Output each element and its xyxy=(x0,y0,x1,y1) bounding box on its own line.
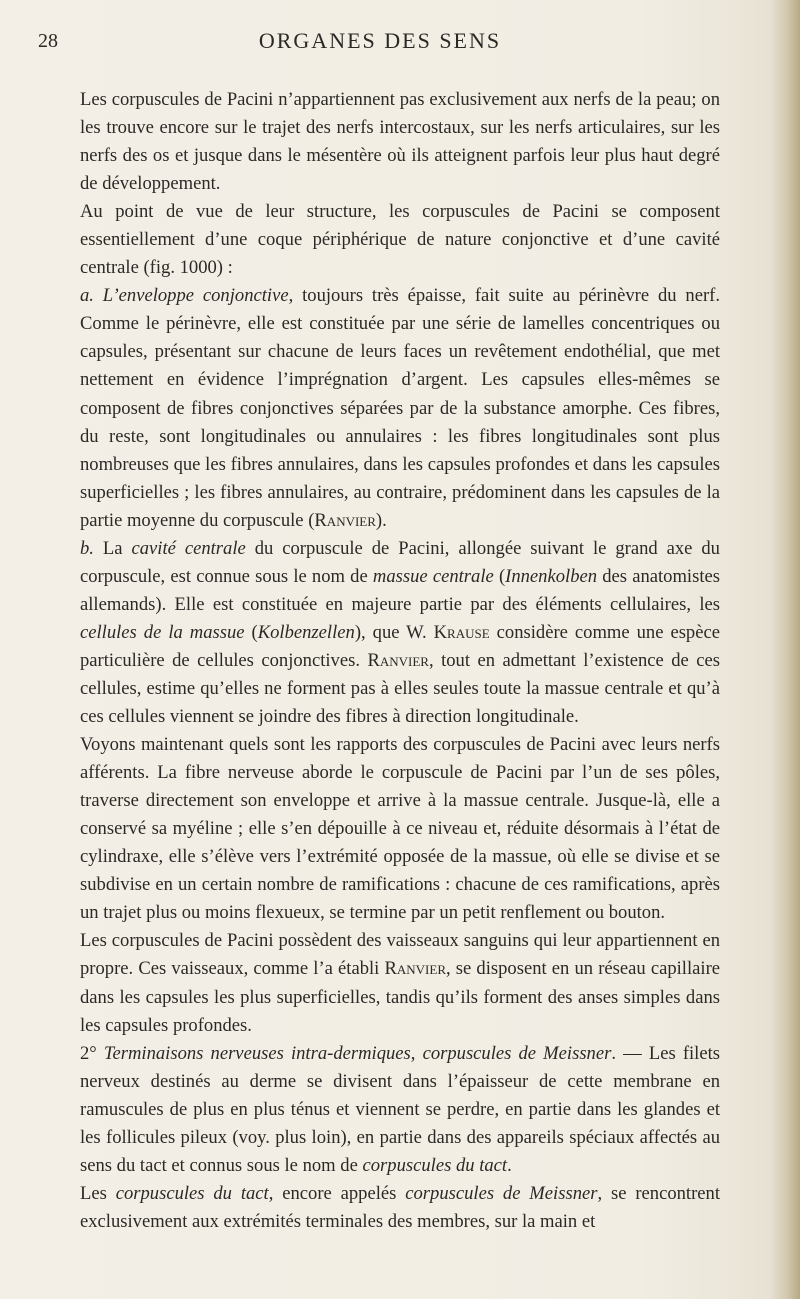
paragraph xyxy=(80,731,720,927)
text-run: corpuscules de Meissner xyxy=(405,1182,598,1204)
text-run: cavité centrale xyxy=(131,537,246,559)
text-run: . — Les filets nerveux destinés au derme se divisent dans l’épaisseur de cette membrane en ramuscules de plus en plus ténus et viennent se perdre, en partie dans les glandes et les follicules pileux (voy. plus loin), en partie dans des appareils spéciaux affectés au sens du tact et connus sous le nom de xyxy=(80,1042,720,1176)
text-run: Au point de vue de leur structure, les corpuscules de Pacini se composent essentiellement d’une coque périphérique de nature conjonctive et d’une cavité centrale (fig. 1000) : xyxy=(80,201,720,279)
text-run: , encore appelés xyxy=(268,1182,406,1204)
paragraph xyxy=(80,1180,720,1236)
text-run: , tout en admettant l’existence de ces cellules, estime qu’elles ne forment pas à elles seules toute la massue centrale et qu’à ces cellules viennent se joindre des fibres à direction longitudinale. xyxy=(80,649,720,728)
text-run: , toujours très épaisse, fait suite au périnèvre du nerf. Comme le périnèvre, elle est constituée par une série de lamelles concentriques ou capsules, présentant sur chacune de leurs faces un revêtement endothélial, que met nettement en évidence l’imprégnation d’argent. Les capsules elles-mêmes se composent de fibres conjonctives séparées par de la substance amorphe. Ces fibres, du reste, sont longitudinales ou annulaires : les fibres longitudinales sont plus nombreuses que les fibres annulaires, dans les capsules profondes et dans les capsules superficielles ; les fibres annulaires, au contraire, prédominent dans les capsules de la partie moyenne du corpuscule ( xyxy=(80,285,720,531)
paragraph xyxy=(80,1040,720,1180)
paragraph xyxy=(80,927,720,1039)
text-run: corpuscules du tact xyxy=(362,1154,508,1176)
text-run: Les corpuscules de Pacini n’appartiennent pas exclusivement aux nerfs de la peau; on les trouve encore sur le trajet des nerfs intercostaux, sur les nerfs articulaires, sur les nerfs des os et jusque dans le mésentère où ils atteignent parfois leur plus haut degré de développement. xyxy=(80,89,720,195)
text-run: ), que W. xyxy=(354,621,434,643)
text-run: du corpuscule de Pacini, allongée suivant le grand axe du corpuscule, est connue sous le nom de xyxy=(80,537,720,587)
paragraph xyxy=(80,86,720,198)
text-run: Terminaisons nerveuses intra-dermiques xyxy=(103,1042,411,1064)
paragraph xyxy=(80,282,720,534)
text-run: Ranvier xyxy=(367,649,429,671)
text-run: corpuscules du tact xyxy=(115,1182,269,1204)
text-run: La xyxy=(93,537,132,559)
text-run: massue centrale xyxy=(372,565,494,587)
paragraph xyxy=(80,535,720,731)
text-run: ). xyxy=(375,509,387,531)
text-run: 2° xyxy=(80,1042,104,1064)
text-run: corpuscules de Meissner xyxy=(422,1042,612,1064)
text-run: Ranvier xyxy=(384,958,446,980)
text-run: cellules de la massue xyxy=(80,621,245,643)
text-run: , se disposent en un réseau capillaire dans les capsules les plus superficielles, tandis qu’ils forment des anses simples dans les capsules profondes. xyxy=(80,958,721,1036)
text-run: a. L’ xyxy=(80,285,119,307)
text-run: , xyxy=(410,1042,423,1064)
text-run: b. xyxy=(80,537,94,559)
running-title: ORGANES DES SENS xyxy=(258,28,502,53)
text-run: . xyxy=(507,1154,512,1176)
text-run: considère comme une espèce particulière de cellules conjonctives. xyxy=(80,621,720,671)
text-run: des anatomistes allemands). Elle est constituée en majeure partie par des éléments cellulaires, les xyxy=(80,565,720,615)
page-edge-shadow xyxy=(770,0,800,1299)
text-run: Krause xyxy=(433,621,490,643)
text-run: Les xyxy=(80,1182,116,1204)
text-run: enveloppe conjonctive xyxy=(118,285,289,307)
text-run: Kolbenzellen xyxy=(257,621,355,643)
text-run: Voyons maintenant quels sont les rapports des corpuscules de Pacini avec leurs nerfs afférents. La fibre nerveuse aborde le corpuscule de Pacini par l’un de ses pôles, traverse directement son enveloppe et arrive à la massue centrale. Jusque-là, elle a conservé sa myéline ; elle s’en dépouille à ce niveau et, réduite désormais à l’état de cylindraxe, elle s’élève vers l’extrémité opposée de la massue, où elle se divise et se subdivise en un certain nombre de ramifications : chacune de ces ramifications, après un trajet plus ou moins flexueux, se termine par un petit renflement ou bouton. xyxy=(80,734,720,924)
text-run: Les corpuscules de Pacini possèdent des vaisseaux sanguins qui leur appartiennent en propre. Ces vaisseaux, comme l’a établi xyxy=(80,930,720,980)
text-run: Ranvier xyxy=(314,509,376,531)
text-run: ( xyxy=(244,621,258,643)
text-run: Innenkolben xyxy=(505,565,598,587)
paragraph xyxy=(80,198,720,282)
text-run: ( xyxy=(493,565,506,587)
body-text xyxy=(80,86,720,1236)
text-run: , se rencontrent exclusivement aux extrémités terminales des membres, sur la main et xyxy=(80,1182,720,1232)
page-number: 28 xyxy=(38,30,58,52)
